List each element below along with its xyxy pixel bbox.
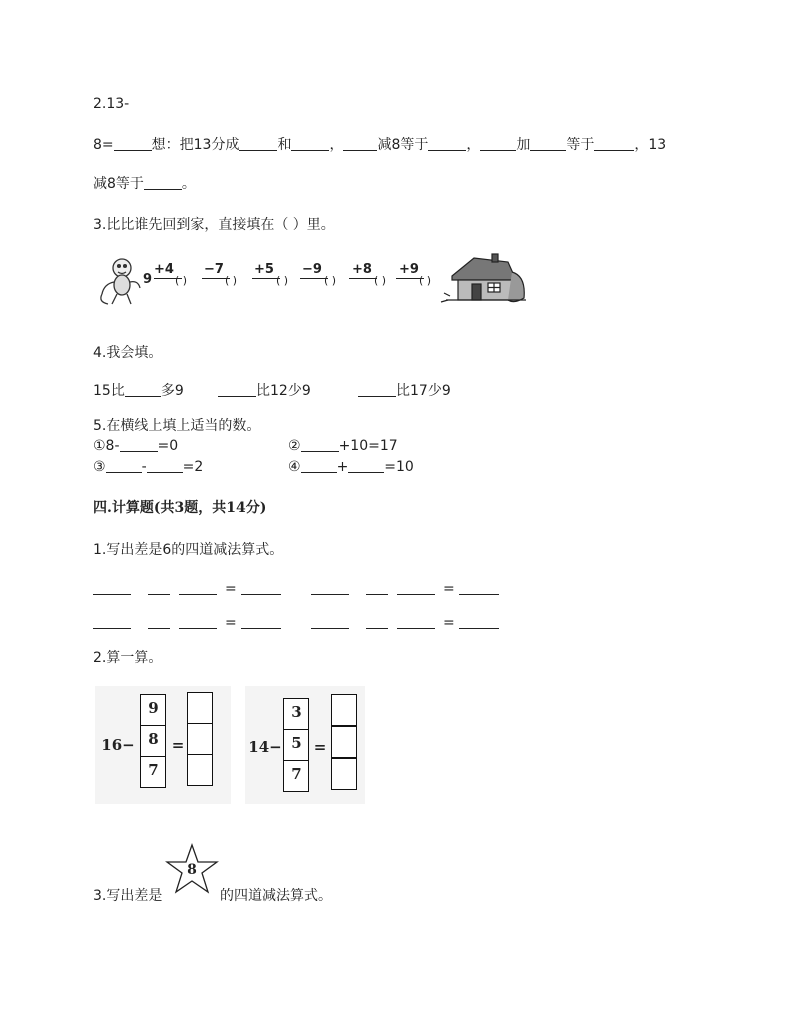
answer-blank[interactable] xyxy=(366,628,388,629)
answer-blank[interactable] xyxy=(397,594,435,595)
q2-text: 8= xyxy=(93,137,114,153)
c2-title: 2.算一算。 xyxy=(93,650,163,666)
house-icon xyxy=(441,254,526,302)
answer-blank[interactable] xyxy=(311,628,349,629)
answer-box[interactable] xyxy=(187,692,213,724)
q2-line2 xyxy=(93,136,666,154)
race-start-number: 9 xyxy=(143,272,153,287)
answer-blank[interactable] xyxy=(114,136,152,151)
race-answer-paren[interactable]: ( ) xyxy=(175,274,188,287)
equals-sign: = xyxy=(443,581,455,597)
q4-title: 4.我会填。 xyxy=(93,345,163,361)
q2-text: 。 xyxy=(181,176,196,192)
race-answer-paren[interactable]: ( ) xyxy=(225,274,238,287)
answer-blank[interactable] xyxy=(366,594,388,595)
q2-text: 想：把13分成 xyxy=(151,137,240,153)
q4-text: 比17少9 xyxy=(396,383,451,399)
q5-item-3 xyxy=(93,458,203,476)
answer-blank[interactable] xyxy=(343,136,377,151)
answer-blank[interactable] xyxy=(311,594,349,595)
q2-text: 等于 xyxy=(566,137,595,153)
q5-item-4 xyxy=(288,458,414,476)
race-strip-graphic xyxy=(96,252,528,308)
answer-blank[interactable] xyxy=(241,594,281,595)
answer-blank[interactable] xyxy=(358,382,396,397)
answer-blank[interactable] xyxy=(179,628,217,629)
minuend: 14− xyxy=(248,738,282,756)
equals-sign: = xyxy=(225,615,237,631)
q2-text: 减8等于 xyxy=(93,176,144,192)
q2-text: 和 xyxy=(277,137,292,153)
answer-blank[interactable] xyxy=(480,136,516,151)
q5-text: - xyxy=(141,459,147,475)
answer-blank[interactable] xyxy=(148,628,170,629)
subtrahend: 8 xyxy=(148,730,159,748)
c1-title: 1.写出差是6的四道减法算式。 xyxy=(93,542,284,558)
answer-box[interactable] xyxy=(187,754,213,786)
q2-text: ， xyxy=(329,137,344,153)
answer-blank[interactable] xyxy=(93,594,131,595)
race-answer-paren[interactable]: ( ) xyxy=(276,274,289,287)
race-operator: −9 xyxy=(302,262,322,277)
race-operator: +8 xyxy=(352,262,372,277)
answer-blank[interactable] xyxy=(120,437,158,452)
q2-text: ，13 xyxy=(634,137,667,153)
q2-text: 减8等于 xyxy=(377,137,429,153)
race-operator: −7 xyxy=(204,262,224,277)
q5-text: +10=17 xyxy=(338,438,398,454)
q3-title: 3.比比谁先回到家，直接填在（ ）里。 xyxy=(93,217,335,233)
q4-item-c xyxy=(358,382,451,400)
section-heading: 四.计算题(共3题，共14分) xyxy=(93,500,267,516)
q5-item-1 xyxy=(93,437,178,455)
answer-box[interactable] xyxy=(331,726,357,758)
subtrahend: 3 xyxy=(291,703,302,721)
calc-figure-right xyxy=(245,686,365,804)
q4-text: 15比 xyxy=(93,383,125,399)
answer-blank[interactable] xyxy=(594,136,634,151)
q4-text: 比12少9 xyxy=(256,383,311,399)
race-operator: +5 xyxy=(254,262,274,277)
answer-box[interactable] xyxy=(331,758,357,790)
q5-text: + xyxy=(336,459,349,475)
q2-text: 加 xyxy=(516,137,531,153)
subtrahend: 9 xyxy=(148,699,159,717)
answer-blank[interactable] xyxy=(93,628,131,629)
subtrahend: 7 xyxy=(148,761,159,779)
answer-blank[interactable] xyxy=(301,437,339,452)
c3-post: 的四道减法算式。 xyxy=(220,888,332,904)
answer-blank[interactable] xyxy=(291,136,329,151)
answer-blank[interactable] xyxy=(239,136,277,151)
q5-title: 5.在横线上填上适当的数。 xyxy=(93,418,261,434)
c3-pre: 3.写出差是 xyxy=(93,888,163,904)
q4-text: 多9 xyxy=(160,383,184,399)
subtrahend: 7 xyxy=(291,765,302,783)
answer-blank[interactable] xyxy=(459,594,499,595)
equals-sign: = xyxy=(313,738,327,756)
monkey-icon xyxy=(101,259,140,304)
answer-blank[interactable] xyxy=(147,458,183,473)
q5-text: =0 xyxy=(157,438,179,454)
q2-line1: 2.13- xyxy=(93,96,130,112)
equals-sign: = xyxy=(171,736,185,754)
q5-text: =10 xyxy=(384,459,414,475)
answer-blank[interactable] xyxy=(218,382,256,397)
answer-blank[interactable] xyxy=(241,628,281,629)
subtrahend: 5 xyxy=(291,734,302,752)
calc-figure-left xyxy=(95,686,231,804)
q5-item-2 xyxy=(288,437,398,455)
q2-text: ， xyxy=(466,137,481,153)
q2-line3 xyxy=(93,175,196,193)
answer-blank[interactable] xyxy=(144,175,182,190)
answer-blank[interactable] xyxy=(125,382,161,397)
star-number: 8 xyxy=(187,862,197,878)
minuend: 16− xyxy=(101,736,135,754)
q4-item-b xyxy=(218,382,311,400)
answer-blank[interactable] xyxy=(106,458,142,473)
race-answer-paren[interactable]: ( ) xyxy=(419,274,432,287)
equals-sign: = xyxy=(225,581,237,597)
answer-blank[interactable] xyxy=(459,628,499,629)
q5-text: ①8- xyxy=(93,438,120,454)
q4-item-a xyxy=(93,382,184,400)
answer-blank[interactable] xyxy=(397,628,435,629)
race-operator: +4 xyxy=(154,262,174,277)
q5-text: ④ xyxy=(288,459,301,475)
race-operator: +9 xyxy=(399,262,419,277)
race-arrow xyxy=(349,278,377,279)
answer-blank[interactable] xyxy=(148,594,170,595)
q5-text: ② xyxy=(288,438,301,454)
answer-blank[interactable] xyxy=(179,594,217,595)
race-answer-paren[interactable]: ( ) xyxy=(374,274,387,287)
q5-text: =2 xyxy=(182,459,204,475)
equals-sign: = xyxy=(443,615,455,631)
answer-blank[interactable] xyxy=(348,458,384,473)
answer-box[interactable] xyxy=(187,723,213,755)
answer-blank[interactable] xyxy=(530,136,566,151)
answer-blank[interactable] xyxy=(301,458,337,473)
answer-box[interactable] xyxy=(331,694,357,726)
race-answer-paren[interactable]: ( ) xyxy=(324,274,337,287)
answer-blank[interactable] xyxy=(428,136,466,151)
q5-text: ③ xyxy=(93,459,106,475)
race-strip xyxy=(96,252,528,308)
